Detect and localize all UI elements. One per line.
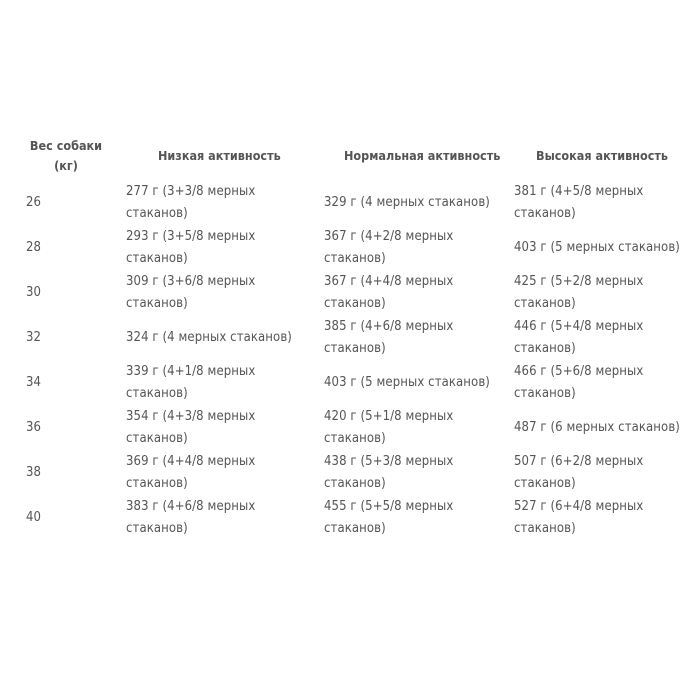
cell-normal-activity: 438 г (5+3/8 мерных стаканов): [324, 453, 454, 491]
cell-low-activity: 309 г (3+6/8 мерных стаканов): [126, 273, 256, 311]
cell-high-activity: 487 г (6 мерных стаканов): [514, 419, 680, 435]
cell-weight: 36: [26, 419, 42, 435]
column-header-high-activity: Высокая активность: [536, 148, 669, 163]
column-header-weight: [18, 132, 118, 180]
cell-weight: 26: [26, 194, 42, 210]
table-row: [18, 315, 688, 360]
table-row: [18, 180, 688, 225]
cell-high-activity: 507 г (6+2/8 мерных стаканов): [514, 453, 644, 491]
cell-high-activity: 466 г (5+6/8 мерных стаканов): [514, 363, 644, 401]
cell-low-activity: 293 г (3+5/8 мерных стаканов): [126, 228, 256, 266]
cell-normal-activity: 367 г (4+2/8 мерных стаканов): [324, 228, 454, 266]
cell-weight: 28: [26, 239, 42, 255]
cell-weight: 38: [26, 464, 42, 480]
feeding-table-header: [18, 132, 688, 180]
cell-low-activity: 324 г (4 мерных стаканов): [126, 329, 292, 345]
feeding-table-body: [18, 180, 688, 540]
column-header-normal-activity: Нормальная активность: [344, 148, 501, 163]
column-header-weight-text: Вес собаки (кг): [29, 138, 103, 173]
cell-weight: 32: [26, 329, 42, 345]
cell-weight: 40: [26, 509, 42, 525]
cell-low-activity: 369 г (4+4/8 мерных стаканов): [126, 453, 256, 491]
header-row: [18, 132, 688, 180]
cell-low-activity: 354 г (4+3/8 мерных стаканов): [126, 408, 256, 446]
cell-high-activity: 381 г (4+5/8 мерных стаканов): [514, 183, 644, 221]
cell-low-activity: 339 г (4+1/8 мерных стаканов): [126, 363, 256, 401]
cell-normal-activity: 455 г (5+5/8 мерных стаканов): [324, 498, 454, 536]
column-header-low-activity: Низкая активность: [158, 148, 281, 163]
table-row: [18, 495, 688, 540]
feeding-table-container: [18, 132, 688, 540]
table-row: [18, 405, 688, 450]
cell-normal-activity: 329 г (4 мерных стаканов): [324, 194, 490, 210]
cell-low-activity: 277 г (3+3/8 мерных стаканов): [126, 183, 256, 221]
table-row: [18, 270, 688, 315]
cell-high-activity: 446 г (5+4/8 мерных стаканов): [514, 318, 644, 356]
cell-weight: 34: [26, 374, 42, 390]
cell-normal-activity: 420 г (5+1/8 мерных стаканов): [324, 408, 454, 446]
cell-high-activity: 403 г (5 мерных стаканов): [514, 239, 680, 255]
table-row: [18, 360, 688, 405]
table-row: [18, 450, 688, 495]
cell-normal-activity: 385 г (4+6/8 мерных стаканов): [324, 318, 454, 356]
feeding-table: [18, 132, 688, 540]
cell-low-activity: 383 г (4+6/8 мерных стаканов): [126, 498, 256, 536]
cell-high-activity: 425 г (5+2/8 мерных стаканов): [514, 273, 644, 311]
table-row: [18, 225, 688, 270]
cell-normal-activity: 367 г (4+4/8 мерных стаканов): [324, 273, 454, 311]
cell-high-activity: 527 г (6+4/8 мерных стаканов): [514, 498, 644, 536]
cell-normal-activity: 403 г (5 мерных стаканов): [324, 374, 490, 390]
cell-weight: 30: [26, 284, 42, 300]
